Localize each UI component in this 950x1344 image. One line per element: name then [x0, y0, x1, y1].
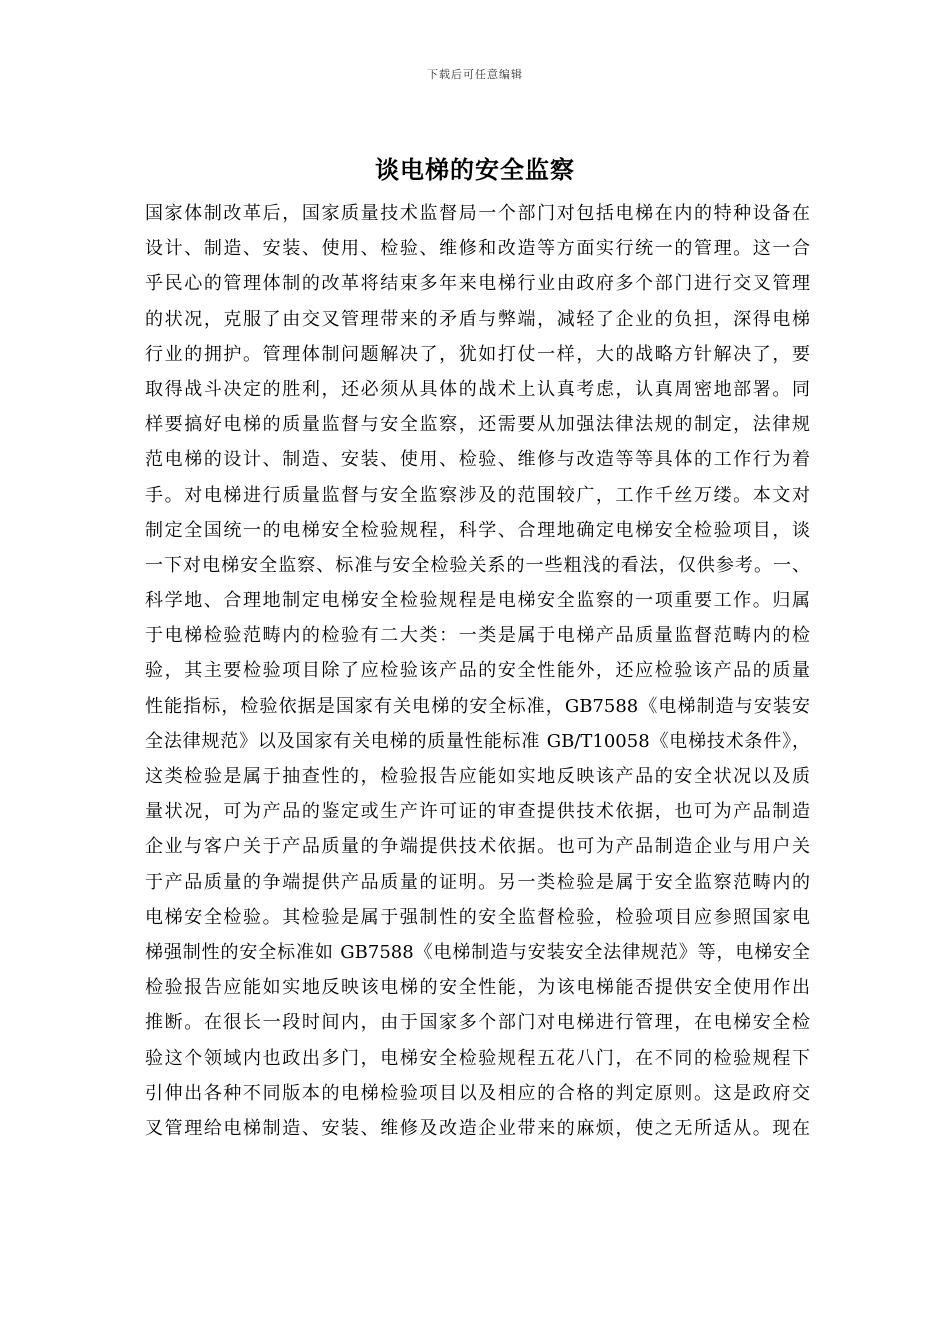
text-line: 验，其主要检验项目除了应检验该产品的安全性能外，还应检验该产品的质量	[145, 660, 810, 682]
text-line: 推断。在很长一段时间内，由于国家多个部门对电梯进行管理，在电梯安全检	[145, 1012, 810, 1034]
text-line: 验这个领域内也政出多门，电梯安全检验规程五花八门，在不同的检验规程下	[145, 1047, 810, 1069]
text-line: 于产品质量的争端提供产品质量的证明。另一类检验是属于安全监察范畴内的	[145, 871, 810, 893]
text-line: 于电梯检验范畴内的检验有二大类：一类是属于电梯产品质量监督范畴内的检	[145, 625, 810, 647]
text-line: 设计、制造、安装、使用、检验、维修和改造等方面实行统一的管理。这一合	[145, 238, 810, 260]
text-line: 引伸出各种不同版本的电梯检验项目以及相应的合格的判定原则。这是政府交	[145, 1082, 810, 1104]
text-line: 国家体制改革后，国家质量技术监督局一个部门对包括电梯在内的特种设备在	[145, 203, 810, 224]
text-line: 手。对电梯进行质量监督与安全监察涉及的范围较广，工作千丝万缕。本文对	[145, 484, 810, 506]
text-line: 的状况，克服了由交叉管理带来的矛盾与弊端，减轻了企业的负担，深得电梯	[145, 308, 810, 330]
text-line: 乎民心的管理体制的改革将结束多年来电梯行业由政府多个部门进行交叉管理	[145, 273, 810, 295]
text-line: 样要搞好电梯的质量监督与安全监察，还需要从加强法律法规的制定，法律规	[145, 414, 810, 436]
text-line: 这类检验是属于抽查性的，检验报告应能如实地反映该产品的安全状况以及质	[145, 766, 810, 787]
text-line: 梯强制性的安全标准如 GB7588《电梯制造与安装安全法律规范》等，电梯安全	[145, 941, 810, 963]
text-line: 行业的拥护。管理体制问题解决了，犹如打仗一样，大的战略方针解决了，要	[145, 343, 810, 365]
text-line: 范电梯的设计、制造、安装、使用、检验、维修与改造等等具体的工作行为着	[145, 449, 810, 471]
text-line: 叉管理给电梯制造、安装、维修及改造企业带来的麻烦，使之无所适从。现在	[145, 1117, 810, 1139]
page-title: 谈电梯的安全监察	[375, 155, 575, 184]
text-line: 科学地、合理地制定电梯安全检验规程是电梯安全监察的一项重要工作。归属	[145, 590, 810, 612]
text-line: 量状况，可为产品的鉴定或生产许可证的审查提供技术依据，也可为产品制造	[145, 801, 810, 823]
text-line: 一下对电梯安全监察、标准与安全检验关系的一些粗浅的看法，仅供参考。一、	[145, 554, 810, 576]
text-line: 电梯安全检验。其检验是属于强制性的安全监督检验，检验项目应参照国家电	[145, 906, 810, 928]
text-line: 取得战斗决定的胜利，还必须从具体的战术上认真考虑，认真周密地部署。同	[145, 378, 810, 400]
text-line: 全法律规范》以及国家有关电梯的质量性能标准 GB/T10058《电梯技术条件》，	[145, 730, 810, 752]
text-line: 企业与客户关于产品质量的争端提供技术依据。也可为产品制造企业与用户关	[145, 836, 810, 858]
body-text	[145, 196, 810, 1146]
text-line: 检验报告应能如实地反映该电梯的安全性能，为该电梯能否提供安全使用作出	[145, 977, 810, 999]
text-line: 制定全国统一的电梯安全检验规程，科学、合理地确定电梯安全检验项目，谈	[145, 519, 810, 541]
header-note: 下载后可任意编辑	[427, 68, 523, 81]
text-line: 性能指标，检验依据是国家有关电梯的安全标准，GB7588《电梯制造与安装安	[145, 695, 810, 717]
